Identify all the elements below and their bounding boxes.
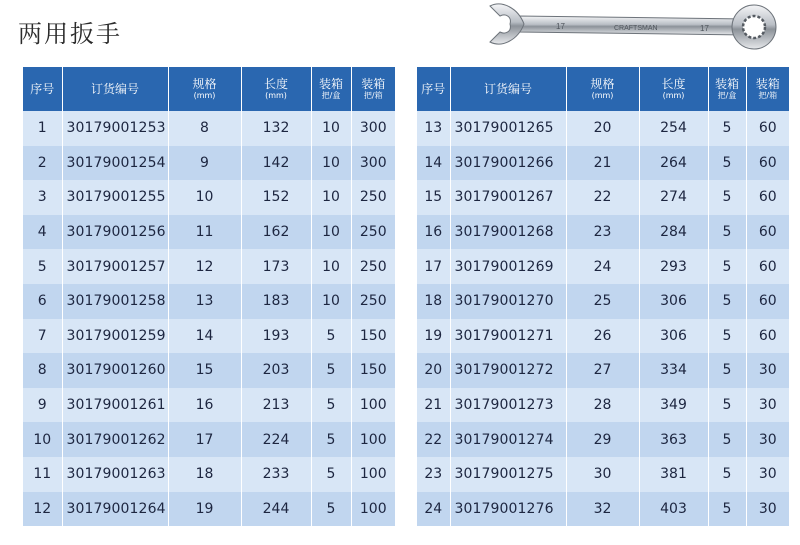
cell-box-qty: 5 xyxy=(708,111,746,146)
table-row xyxy=(417,492,789,527)
cell-seq: 4 xyxy=(23,215,62,250)
cell-box-qty: 10 xyxy=(311,146,351,181)
cell-order-no: 30179001273 xyxy=(450,388,566,423)
cell-length: 284 xyxy=(639,215,708,250)
cell-case-qty: 60 xyxy=(746,249,789,284)
cell-box-qty: 5 xyxy=(708,388,746,423)
cell-case-qty: 60 xyxy=(746,111,789,146)
header-case-qty: 装箱 把/箱 xyxy=(746,67,789,111)
table-row xyxy=(417,180,789,215)
cell-order-no: 30179001260 xyxy=(62,353,168,388)
cell-length: 183 xyxy=(241,284,311,319)
table-header-row xyxy=(417,67,789,111)
cell-spec: 30 xyxy=(566,457,639,492)
cell-order-no: 30179001261 xyxy=(62,388,168,423)
cell-order-no: 30179001257 xyxy=(62,249,168,284)
cell-box-qty: 5 xyxy=(708,492,746,527)
cell-box-qty: 5 xyxy=(708,353,746,388)
cell-spec: 8 xyxy=(168,111,241,146)
cell-box-qty: 10 xyxy=(311,111,351,146)
cell-seq: 14 xyxy=(417,146,450,181)
cell-spec: 21 xyxy=(566,146,639,181)
table-row xyxy=(417,457,789,492)
cell-box-qty: 10 xyxy=(311,249,351,284)
cell-seq: 3 xyxy=(23,180,62,215)
table-row xyxy=(23,180,395,215)
cell-spec: 10 xyxy=(168,180,241,215)
header-order-no: 订货编号 xyxy=(62,67,168,111)
cell-box-qty: 10 xyxy=(311,215,351,250)
cell-spec: 19 xyxy=(168,492,241,527)
cell-order-no: 30179001276 xyxy=(450,492,566,527)
cell-length: 334 xyxy=(639,353,708,388)
cell-box-qty: 5 xyxy=(708,249,746,284)
table-row xyxy=(417,422,789,457)
table-row xyxy=(23,284,395,319)
cell-box-qty: 5 xyxy=(708,180,746,215)
cell-length: 152 xyxy=(241,180,311,215)
table-row xyxy=(417,319,789,354)
cell-length: 306 xyxy=(639,319,708,354)
cell-order-no: 30179001269 xyxy=(450,249,566,284)
cell-spec: 20 xyxy=(566,111,639,146)
cell-case-qty: 30 xyxy=(746,353,789,388)
cell-length: 224 xyxy=(241,422,311,457)
cell-box-qty: 10 xyxy=(311,180,351,215)
table-row xyxy=(23,353,395,388)
table-row xyxy=(23,319,395,354)
cell-seq: 11 xyxy=(23,457,62,492)
cell-seq: 16 xyxy=(417,215,450,250)
cell-case-qty: 60 xyxy=(746,319,789,354)
table-row xyxy=(417,353,789,388)
cell-spec: 16 xyxy=(168,388,241,423)
cell-spec: 28 xyxy=(566,388,639,423)
header-box-qty: 装箱 把/盒 xyxy=(708,67,746,111)
cell-length: 244 xyxy=(241,492,311,527)
cell-seq: 17 xyxy=(417,249,450,284)
cell-case-qty: 300 xyxy=(351,111,395,146)
cell-case-qty: 30 xyxy=(746,422,789,457)
cell-order-no: 30179001270 xyxy=(450,284,566,319)
cell-box-qty: 5 xyxy=(311,422,351,457)
cell-length: 213 xyxy=(241,388,311,423)
cell-seq: 15 xyxy=(417,180,450,215)
cell-seq: 10 xyxy=(23,422,62,457)
cell-box-qty: 5 xyxy=(708,146,746,181)
table-row xyxy=(417,284,789,319)
cell-spec: 15 xyxy=(168,353,241,388)
cell-case-qty: 150 xyxy=(351,319,395,354)
cell-order-no: 30179001255 xyxy=(62,180,168,215)
table-row xyxy=(23,215,395,250)
cell-spec: 26 xyxy=(566,319,639,354)
cell-order-no: 30179001265 xyxy=(450,111,566,146)
cell-spec: 22 xyxy=(566,180,639,215)
table-row xyxy=(23,111,395,146)
cell-spec: 29 xyxy=(566,422,639,457)
cell-spec: 11 xyxy=(168,215,241,250)
cell-order-no: 30179001258 xyxy=(62,284,168,319)
table-row xyxy=(23,457,395,492)
cell-order-no: 30179001272 xyxy=(450,353,566,388)
cell-box-qty: 5 xyxy=(708,457,746,492)
cell-seq: 1 xyxy=(23,111,62,146)
cell-seq: 6 xyxy=(23,284,62,319)
cell-seq: 9 xyxy=(23,388,62,423)
table-row xyxy=(417,111,789,146)
cell-spec: 13 xyxy=(168,284,241,319)
wrench-mark-right: 17 xyxy=(700,24,709,33)
cell-order-no: 30179001254 xyxy=(62,146,168,181)
cell-case-qty: 60 xyxy=(746,215,789,250)
spec-table-left xyxy=(23,67,395,526)
table-row xyxy=(417,215,789,250)
header-case-qty: 装箱 把/箱 xyxy=(351,67,395,111)
cell-box-qty: 5 xyxy=(708,284,746,319)
cell-order-no: 30179001271 xyxy=(450,319,566,354)
cell-case-qty: 250 xyxy=(351,284,395,319)
cell-spec: 12 xyxy=(168,249,241,284)
cell-seq: 13 xyxy=(417,111,450,146)
cell-length: 363 xyxy=(639,422,708,457)
cell-case-qty: 300 xyxy=(351,146,395,181)
cell-box-qty: 5 xyxy=(311,492,351,527)
cell-order-no: 30179001266 xyxy=(450,146,566,181)
cell-case-qty: 100 xyxy=(351,388,395,423)
cell-spec: 24 xyxy=(566,249,639,284)
cell-length: 403 xyxy=(639,492,708,527)
table-row xyxy=(23,388,395,423)
cell-seq: 21 xyxy=(417,388,450,423)
cell-seq: 22 xyxy=(417,422,450,457)
header-spec: 规格 (mm) xyxy=(168,67,241,111)
cell-order-no: 30179001253 xyxy=(62,111,168,146)
table-row xyxy=(417,146,789,181)
cell-seq: 19 xyxy=(417,319,450,354)
cell-length: 274 xyxy=(639,180,708,215)
table-header-row xyxy=(23,67,395,111)
cell-length: 306 xyxy=(639,284,708,319)
cell-case-qty: 30 xyxy=(746,457,789,492)
cell-case-qty: 30 xyxy=(746,388,789,423)
table-row xyxy=(23,249,395,284)
cell-case-qty: 100 xyxy=(351,457,395,492)
table-row xyxy=(23,146,395,181)
cell-spec: 18 xyxy=(168,457,241,492)
cell-case-qty: 250 xyxy=(351,249,395,284)
cell-spec: 32 xyxy=(566,492,639,527)
cell-order-no: 30179001256 xyxy=(62,215,168,250)
cell-length: 293 xyxy=(639,249,708,284)
cell-seq: 23 xyxy=(417,457,450,492)
cell-seq: 7 xyxy=(23,319,62,354)
cell-case-qty: 250 xyxy=(351,215,395,250)
header-seq: 序号 xyxy=(23,67,62,111)
cell-order-no: 30179001274 xyxy=(450,422,566,457)
cell-order-no: 30179001264 xyxy=(62,492,168,527)
table-row xyxy=(23,492,395,527)
cell-seq: 12 xyxy=(23,492,62,527)
cell-order-no: 30179001262 xyxy=(62,422,168,457)
cell-case-qty: 60 xyxy=(746,180,789,215)
cell-length: 132 xyxy=(241,111,311,146)
cell-box-qty: 5 xyxy=(311,319,351,354)
cell-order-no: 30179001275 xyxy=(450,457,566,492)
cell-length: 254 xyxy=(639,111,708,146)
page-title: 两用扳手 xyxy=(18,20,122,48)
table-row xyxy=(417,249,789,284)
cell-length: 142 xyxy=(241,146,311,181)
cell-length: 162 xyxy=(241,215,311,250)
table-row xyxy=(417,388,789,423)
header-seq: 序号 xyxy=(417,67,450,111)
wrench-mark-middle: CRAFTSMAN xyxy=(614,25,658,32)
cell-seq: 20 xyxy=(417,353,450,388)
table-row xyxy=(23,422,395,457)
cell-box-qty: 10 xyxy=(311,284,351,319)
combination-wrench-icon xyxy=(484,2,780,52)
cell-spec: 25 xyxy=(566,284,639,319)
cell-order-no: 30179001267 xyxy=(450,180,566,215)
cell-length: 349 xyxy=(639,388,708,423)
cell-seq: 8 xyxy=(23,353,62,388)
cell-box-qty: 5 xyxy=(708,422,746,457)
header-spec: 规格 (mm) xyxy=(566,67,639,111)
cell-spec: 27 xyxy=(566,353,639,388)
cell-spec: 17 xyxy=(168,422,241,457)
cell-box-qty: 5 xyxy=(708,319,746,354)
cell-box-qty: 5 xyxy=(311,353,351,388)
spec-table-right xyxy=(417,67,789,526)
cell-spec: 23 xyxy=(566,215,639,250)
cell-case-qty: 150 xyxy=(351,353,395,388)
cell-seq: 24 xyxy=(417,492,450,527)
wrench-mark-left: 17 xyxy=(556,22,565,31)
cell-length: 264 xyxy=(639,146,708,181)
header-length: 长度 (mm) xyxy=(639,67,708,111)
cell-case-qty: 30 xyxy=(746,492,789,527)
cell-seq: 2 xyxy=(23,146,62,181)
cell-case-qty: 60 xyxy=(746,284,789,319)
cell-length: 193 xyxy=(241,319,311,354)
header-length: 长度 (mm) xyxy=(241,67,311,111)
cell-order-no: 30179001268 xyxy=(450,215,566,250)
cell-order-no: 30179001263 xyxy=(62,457,168,492)
cell-length: 233 xyxy=(241,457,311,492)
cell-seq: 18 xyxy=(417,284,450,319)
cell-length: 381 xyxy=(639,457,708,492)
cell-box-qty: 5 xyxy=(708,215,746,250)
cell-length: 173 xyxy=(241,249,311,284)
cell-case-qty: 250 xyxy=(351,180,395,215)
header-box-qty: 装箱 把/盒 xyxy=(311,67,351,111)
cell-seq: 5 xyxy=(23,249,62,284)
cell-case-qty: 100 xyxy=(351,492,395,527)
cell-spec: 14 xyxy=(168,319,241,354)
header-order-no: 订货编号 xyxy=(450,67,566,111)
cell-case-qty: 60 xyxy=(746,146,789,181)
cell-spec: 9 xyxy=(168,146,241,181)
cell-case-qty: 100 xyxy=(351,422,395,457)
cell-length: 203 xyxy=(241,353,311,388)
cell-box-qty: 5 xyxy=(311,457,351,492)
cell-order-no: 30179001259 xyxy=(62,319,168,354)
cell-box-qty: 5 xyxy=(311,388,351,423)
